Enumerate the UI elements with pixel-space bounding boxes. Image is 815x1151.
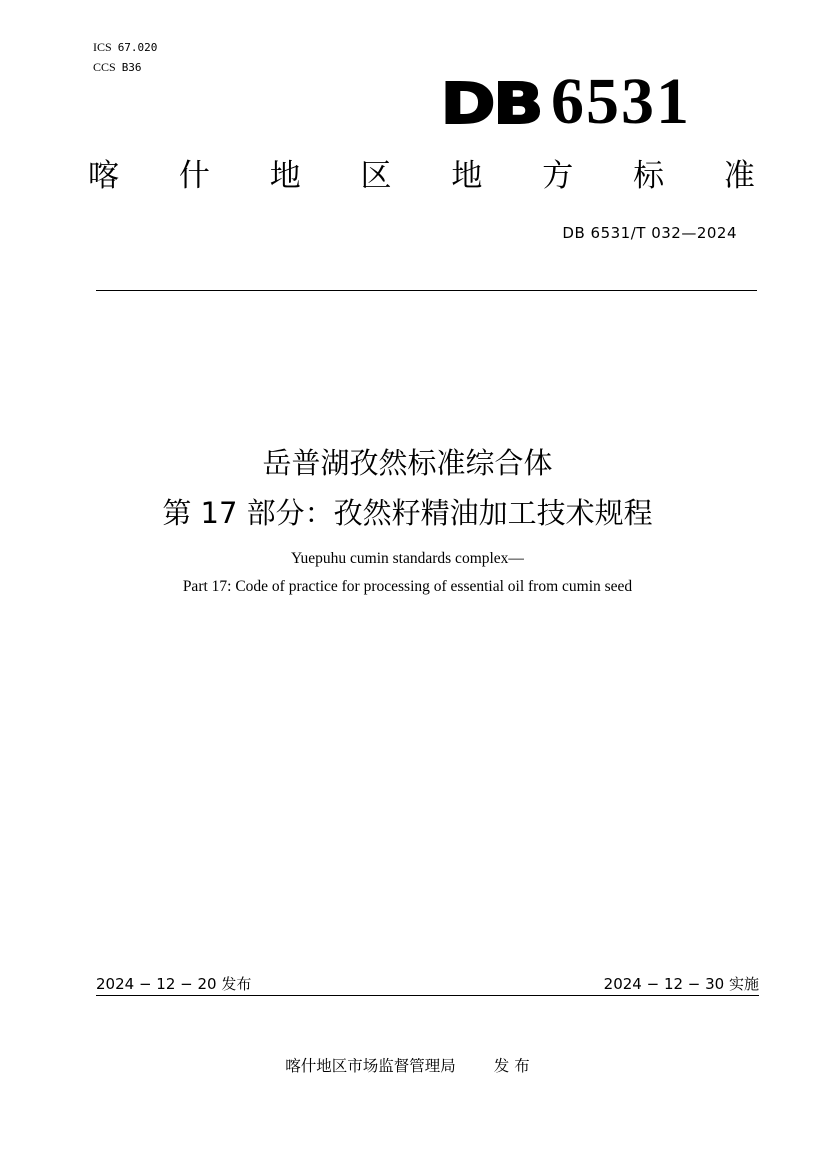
- logo-prefix: DB: [440, 72, 541, 137]
- issuer-line: [0, 1054, 815, 1076]
- standard-type-char: 准: [723, 158, 755, 194]
- top-divider: [96, 290, 757, 291]
- standard-number: DB 6531/T 032—2024: [562, 224, 737, 242]
- standard-type-char: 标: [633, 158, 665, 194]
- title-cn-line2: 第 17 部分：孜然籽精油加工技术规程: [162, 496, 653, 530]
- implementation-date: 2024 − 12 − 30 实施: [603, 975, 759, 993]
- ics-label: ICS: [93, 40, 112, 54]
- title-en-line2: Part 17: Code of practice for processing of essential oil from cumin seed: [182, 578, 633, 595]
- standard-type-char: 喀: [88, 158, 119, 194]
- standard-type-char: 什: [178, 158, 210, 194]
- issue-date: 2024 − 12 − 20 发布: [96, 975, 252, 993]
- ics-code: 67.020: [117, 41, 158, 54]
- ccs-label: CCS: [93, 60, 116, 74]
- standard-type-heading: [88, 156, 755, 196]
- ics-classification: [93, 40, 157, 55]
- standard-type-char: 方: [542, 158, 574, 194]
- ccs-code: B36: [121, 61, 142, 74]
- standard-type-char: 区: [360, 158, 392, 194]
- bottom-divider: [96, 995, 759, 996]
- issuer-name: 喀什地区市场监督管理局: [285, 1057, 456, 1075]
- issuer-action: 发 布: [493, 1057, 530, 1075]
- standard-type-char: 地: [269, 158, 301, 194]
- standard-type-char: 地: [451, 158, 483, 194]
- standard-logo: [440, 64, 691, 140]
- ccs-classification: [93, 60, 142, 75]
- title-en-line1: Yuepuhu cumin standards complex—: [291, 550, 524, 567]
- logo-number: 6531: [551, 65, 691, 138]
- title-cn-line1: 岳普湖孜然标准综合体: [262, 446, 553, 480]
